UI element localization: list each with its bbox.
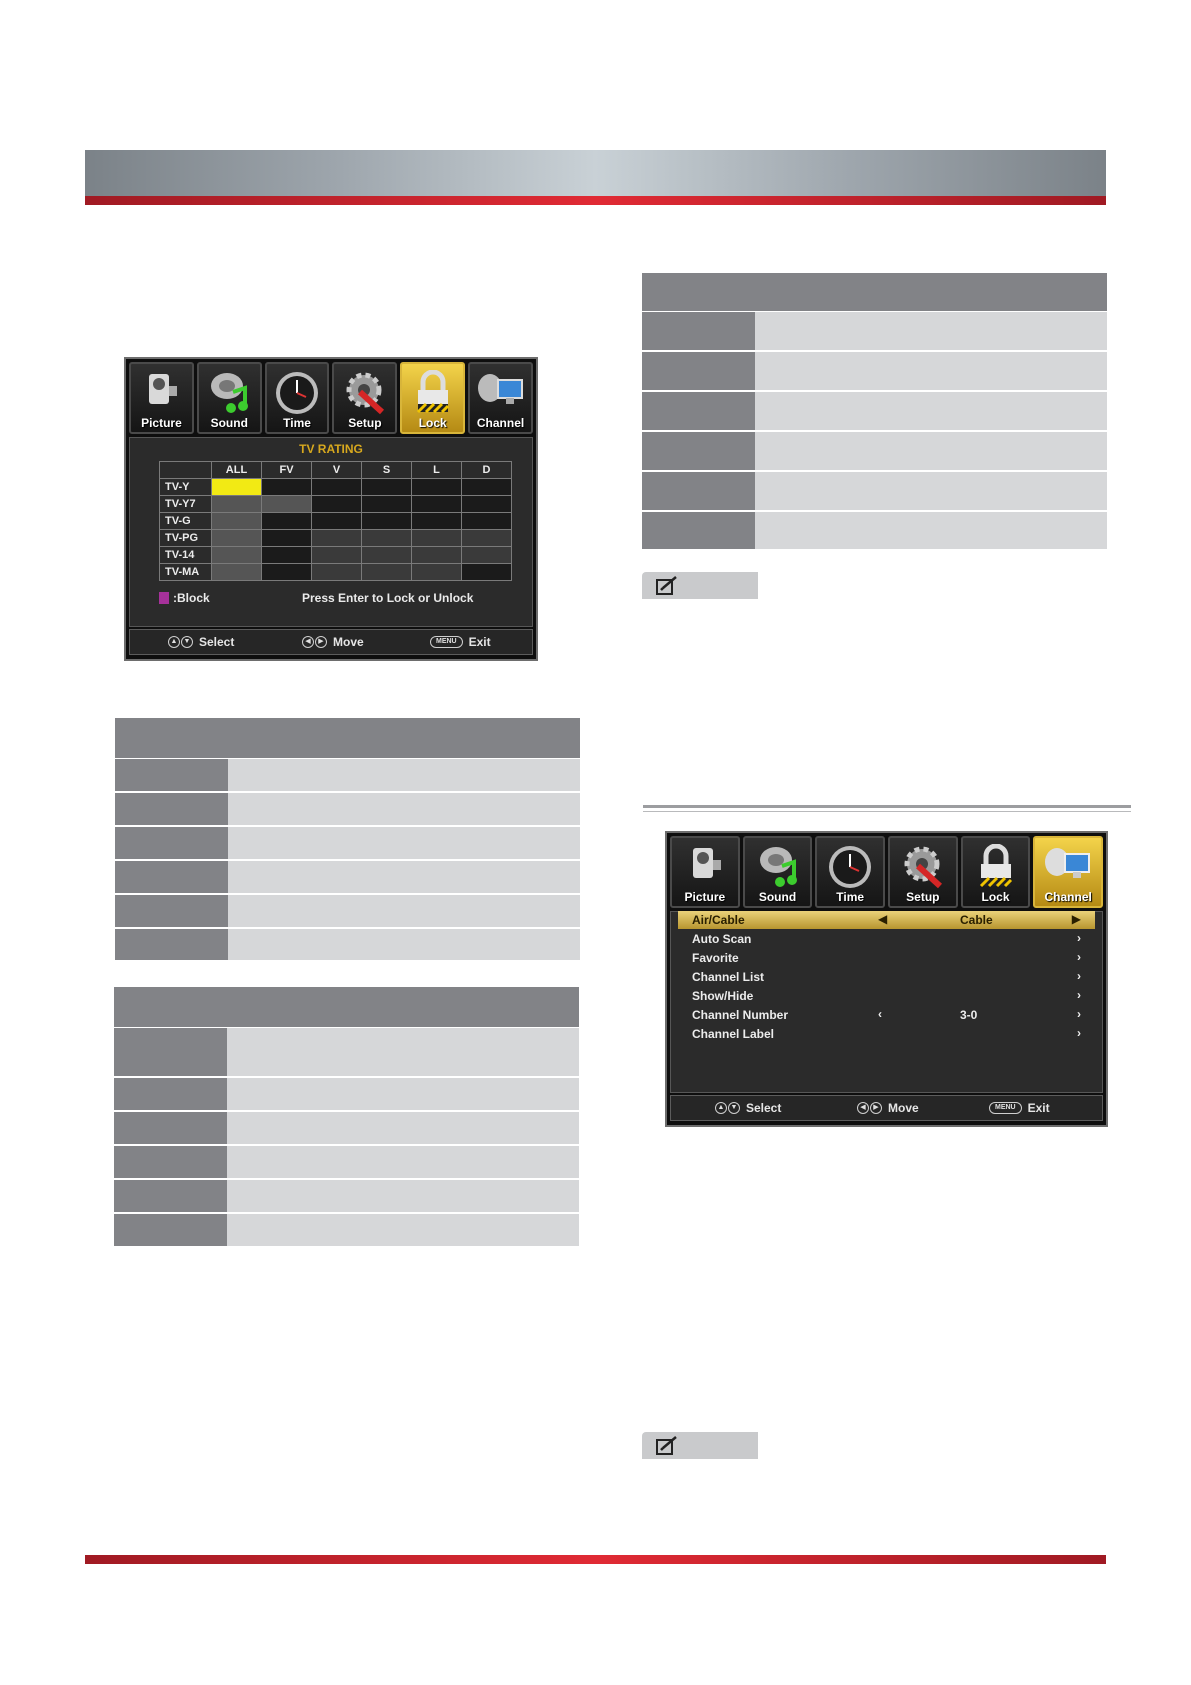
rating-cell-empty: [462, 513, 512, 530]
rating-cell-empty: [262, 479, 312, 496]
rating-cell-empty: [412, 496, 462, 513]
menu-item-label: Favorite: [692, 951, 739, 965]
osd-footer: [670, 1095, 1103, 1121]
down-arrow-icon: ▼: [181, 636, 193, 648]
menu-item-air-cable[interactable]: [678, 911, 1095, 929]
row-header: TV-Y7: [160, 496, 212, 513]
rating-cell-empty: [362, 496, 412, 513]
rating-cell[interactable]: [412, 530, 462, 547]
tab-label: Lock: [981, 890, 1010, 904]
footer-select-label: Select: [746, 1101, 782, 1115]
satellite-monitor-icon: [1043, 844, 1093, 893]
chevron-left-icon[interactable]: ‹: [878, 1007, 882, 1021]
table-header: [642, 273, 1107, 311]
lock-hint: Press Enter to Lock or Unlock: [302, 591, 474, 605]
menu-button-icon: MENU: [989, 1102, 1022, 1114]
right-arrow-icon[interactable]: ▶: [1071, 912, 1081, 926]
menu-item-channel-number[interactable]: [678, 1006, 1095, 1024]
rating-cell[interactable]: [362, 564, 412, 581]
menu-item-label: Air/Cable: [692, 913, 745, 927]
note-tag: [642, 572, 758, 599]
note-checkbox-icon: [656, 1436, 680, 1456]
footer-exit: [430, 635, 491, 649]
section-divider: [643, 805, 1131, 808]
tab-time[interactable]: [265, 362, 330, 434]
column-header: FV: [262, 462, 312, 479]
right-arrow-icon: ▶: [315, 636, 327, 648]
row-header: TV-14: [160, 547, 212, 564]
menu-item-value: Cable: [960, 913, 993, 927]
menu-button-icon: MENU: [430, 636, 463, 648]
up-arrow-icon: ▲: [715, 1102, 727, 1114]
tv-rating-osd-screen: [124, 357, 538, 661]
rating-cell[interactable]: [412, 564, 462, 581]
tab-setup[interactable]: [332, 362, 397, 434]
table-row: [115, 827, 580, 859]
table-row: [115, 895, 580, 927]
rating-cell-empty: [412, 479, 462, 496]
rating-cell-empty: [262, 564, 312, 581]
rating-cell-empty: [312, 496, 362, 513]
rating-cell-empty: [462, 479, 512, 496]
tab-channel[interactable]: [1033, 836, 1103, 908]
table-row: [642, 312, 1107, 350]
row-header: TV-MA: [160, 564, 212, 581]
menu-item-label: Show/Hide: [692, 989, 754, 1003]
table-row: [114, 1112, 579, 1144]
rating-cell[interactable]: [462, 530, 512, 547]
table-row: [642, 472, 1107, 510]
down-arrow-icon: ▼: [728, 1102, 740, 1114]
rating-cell[interactable]: [212, 496, 262, 513]
rating-cell[interactable]: [212, 513, 262, 530]
rating-cell[interactable]: [212, 547, 262, 564]
page-header-band: [85, 150, 1106, 196]
rating-cell[interactable]: [212, 530, 262, 547]
rating-grid: [159, 461, 512, 581]
table-header: [115, 718, 580, 758]
table-header: [114, 987, 579, 1027]
footer-move: [302, 635, 364, 649]
osd-tab-bar: [129, 362, 533, 434]
rating-cell[interactable]: [262, 496, 312, 513]
rating-cell-empty: [462, 496, 512, 513]
rating-cell[interactable]: [412, 547, 462, 564]
chevron-right-icon: ›: [1077, 988, 1081, 1002]
note-checkbox-icon: [656, 576, 680, 596]
tab-sound[interactable]: [197, 362, 262, 434]
tab-lock[interactable]: [400, 362, 465, 434]
row-header: TV-G: [160, 513, 212, 530]
chevron-right-icon: ›: [1077, 950, 1081, 964]
tab-label: Sound: [210, 416, 248, 430]
tab-channel[interactable]: [468, 362, 533, 434]
tab-time[interactable]: [815, 836, 885, 908]
menu-item-show-hide[interactable]: [678, 987, 1095, 1005]
table-row: [115, 759, 580, 791]
clock-icon: [827, 844, 873, 895]
table-row: [114, 1028, 579, 1076]
tab-label: Sound: [758, 890, 797, 904]
table-row: [114, 1180, 579, 1212]
row-header: TV-Y: [160, 479, 212, 496]
rating-cell-empty: [262, 530, 312, 547]
chevron-right-icon: ›: [1077, 1026, 1081, 1040]
menu-item-label: Auto Scan: [692, 932, 752, 946]
info-table-2: [114, 987, 579, 1246]
menu-item-channel-label[interactable]: [678, 1025, 1095, 1043]
page-footer-red-line: [85, 1555, 1106, 1564]
info-table-3: [642, 273, 1107, 549]
table-row: [642, 512, 1107, 549]
tab-label: Picture: [684, 890, 726, 904]
footer-move-label: Move: [333, 635, 364, 649]
rating-cell[interactable]: [362, 547, 412, 564]
column-header: D: [462, 462, 512, 479]
info-table-1: [115, 718, 580, 960]
osd-tab-bar: [670, 836, 1103, 908]
section-divider-thin: [643, 811, 1131, 812]
block-legend: [159, 591, 210, 605]
padlock-icon: [976, 844, 1016, 895]
footer-select: [168, 635, 234, 649]
left-arrow-icon: ◀: [302, 636, 314, 648]
table-row: [115, 793, 580, 825]
note-tag: [642, 1432, 758, 1459]
footer-exit-label: Exit: [1027, 1101, 1050, 1115]
table-row: [642, 352, 1107, 390]
table-row: [115, 929, 580, 960]
tab-label: Time: [836, 890, 865, 904]
tab-label: Setup: [348, 416, 382, 430]
padlock-icon: [413, 370, 453, 421]
rating-cell[interactable]: [462, 547, 512, 564]
rating-cell-empty: [362, 513, 412, 530]
table-row: [114, 1078, 579, 1110]
tab-sound[interactable]: [743, 836, 813, 908]
lock-swatch-icon: [159, 592, 169, 604]
camcorder-icon: [685, 844, 725, 893]
left-arrow-icon: ◀: [857, 1102, 869, 1114]
up-arrow-icon: ▲: [168, 636, 180, 648]
menu-item-label: Channel List: [692, 970, 765, 984]
rating-cell-empty: [262, 547, 312, 564]
table-row: [114, 1214, 579, 1246]
rating-cell-empty: [412, 513, 462, 530]
tab-label: Lock: [418, 416, 447, 430]
block-legend-text: :Block: [173, 591, 210, 605]
menu-item-auto-scan[interactable]: [678, 930, 1095, 948]
table-row: [114, 1146, 579, 1178]
tab-label: Setup: [906, 890, 940, 904]
satellite-monitor-icon: [476, 370, 526, 419]
table-row: [642, 432, 1107, 470]
left-arrow-icon[interactable]: ◀: [878, 912, 888, 926]
right-arrow-icon: ▶: [870, 1102, 882, 1114]
menu-item-value: 3-0: [960, 1008, 978, 1022]
rating-cell-empty: [462, 564, 512, 581]
footer-move-label: Move: [888, 1101, 919, 1115]
footer-select-label: Select: [199, 635, 235, 649]
tab-label: Picture: [141, 416, 182, 430]
clock-icon: [274, 370, 320, 421]
footer-exit: [989, 1101, 1050, 1115]
gear-wrench-icon: [900, 844, 946, 895]
rating-cell[interactable]: [312, 530, 362, 547]
menu-item-channel-list[interactable]: [678, 968, 1095, 986]
music-note-icon: [756, 844, 800, 893]
tab-picture[interactable]: [670, 836, 740, 908]
tab-label: Channel: [1044, 890, 1092, 904]
chevron-right-icon[interactable]: ›: [1077, 1007, 1081, 1021]
tab-label: Channel: [476, 416, 525, 430]
chevron-right-icon: ›: [1077, 931, 1081, 945]
channel-osd-screen: [665, 831, 1108, 1127]
page-header-red-line: [85, 196, 1106, 205]
column-header: ALL: [212, 462, 262, 479]
table-row: [115, 861, 580, 893]
music-note-icon: [207, 370, 251, 419]
tab-setup[interactable]: [888, 836, 958, 908]
menu-item-favorite[interactable]: [678, 949, 1095, 967]
rating-cell-empty: [262, 513, 312, 530]
rating-cell[interactable]: [362, 530, 412, 547]
column-header: L: [412, 462, 462, 479]
grid-corner: [160, 462, 212, 479]
osd-footer: [129, 629, 533, 655]
camcorder-icon: [141, 370, 181, 419]
rating-cell[interactable]: [312, 547, 362, 564]
rating-cell-empty: [312, 513, 362, 530]
menu-item-label: Channel Label: [692, 1027, 775, 1041]
footer-select: [715, 1101, 781, 1115]
column-header: S: [362, 462, 412, 479]
rating-cell[interactable]: [212, 564, 262, 581]
footer-exit-label: Exit: [468, 635, 491, 649]
row-header: TV-PG: [160, 530, 212, 547]
menu-item-label: Channel Number: [692, 1008, 789, 1022]
column-header: V: [312, 462, 362, 479]
table-row: [642, 392, 1107, 430]
footer-move: [857, 1101, 919, 1115]
tab-picture[interactable]: [129, 362, 194, 434]
chevron-right-icon: ›: [1077, 969, 1081, 983]
rating-cell[interactable]: [312, 564, 362, 581]
rating-cell-empty: [312, 479, 362, 496]
tab-label: Time: [283, 416, 311, 430]
tab-lock[interactable]: [961, 836, 1031, 908]
gear-wrench-icon: [342, 370, 388, 421]
rating-title: TV RATING: [299, 442, 363, 456]
rating-cell-empty: [362, 479, 412, 496]
rating-cell-selected[interactable]: [212, 479, 262, 496]
